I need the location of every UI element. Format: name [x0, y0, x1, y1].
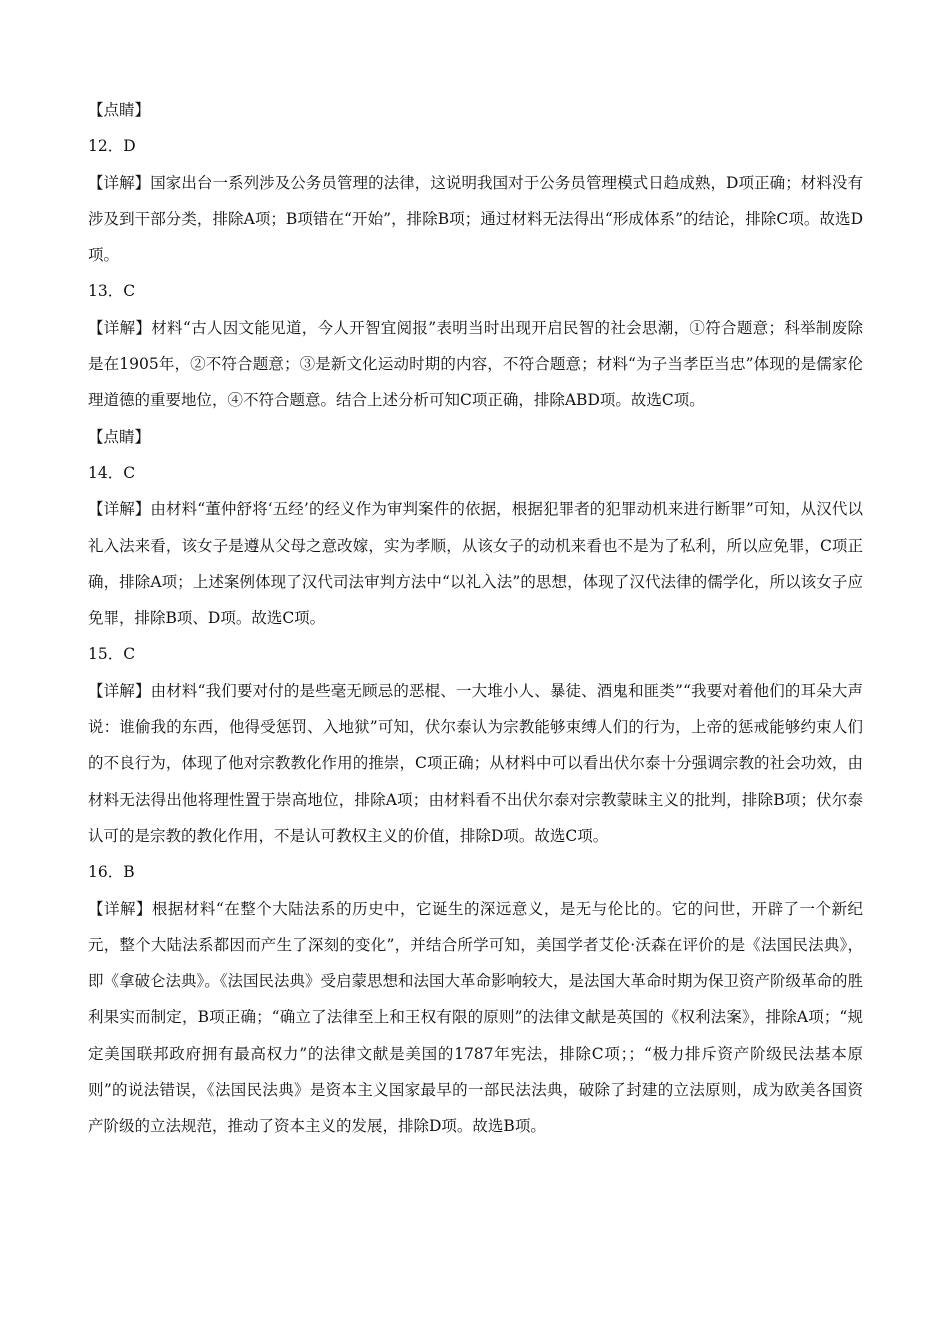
detail-14: [88, 491, 863, 636]
detail-label: 【详解】: [88, 500, 151, 519]
detail-text: 国家出台一系列涉及公务员管理的法律，这说明我国对于公务员管理模式日趋成熟，D项正确；材料没有涉及到干部分类，排除A项；B项错在“开始”，排除B项；通过材料无法得出“形成体系”的结论，排除C项。故选D项。: [88, 173, 863, 265]
detail-13: [88, 310, 863, 419]
detail-text: 由材料“董仲舒将‘五经’的经义作为审判案件的依据，根据犯罪者的犯罪动机来进行断罪”可知，从汉代以礼入法来看，该女子是遵从父母之意改嫁，实为孝顺，从该女子的动机来看也不是为了私利，所以应免罪，C项正确，排除A项；上述案例体现了汉代司法审判方法中“以礼入法”的思想，体现了汉代法律的儒学化，所以该女子应免罪，排除B项、D项。故选C项。: [88, 500, 863, 628]
detail-label: 【详解】: [88, 173, 151, 192]
dianjing-heading: 【点睛】: [88, 101, 151, 119]
detail-label: 【详解】: [88, 681, 151, 700]
detail-label: 【详解】: [88, 899, 152, 918]
answer-14: 14．C: [88, 463, 136, 482]
detail-15: [88, 673, 863, 854]
detail-16: [88, 891, 863, 1145]
dianjing-heading: 【点睛】: [88, 427, 151, 446]
detail-label: 【详解】: [88, 318, 152, 337]
document-page: [88, 92, 863, 1145]
answer-12: 12．D: [88, 137, 136, 156]
answer-15: 15．C: [88, 645, 136, 664]
answer-16: 16．B: [88, 863, 135, 882]
detail-text: 由材料“我们要对付的是些毫无顾忌的恶棍、一大堆小人、暴徒、酒鬼和匪类”“我要对着他们的耳朵大声说：谁偷我的东西，他得受惩罚、入地狱”可知，伏尔泰认为宗教能够束缚人们的行为，上帝的惩戒能够约束人们的不良行为，体现了他对宗教教化作用的推崇，C项正确；从材料中可以看出伏尔泰十分强调宗教的社会功效，由材料无法得出他将理性置于崇高地位，排除A项；由材料看不出伏尔泰对宗教蒙昧主义的批判，排除B项；伏尔泰认可的是宗教的教化作用，不是认可教权主义的价值，排除D项。故选C项。: [88, 681, 863, 845]
answer-13: 13．C: [88, 282, 136, 301]
detail-text: 材料“古人因文能见道，今人开智宜阅报”表明当时出现开启民智的社会思潮，①符合题意；科举制废除是在1905年，②不符合题意；③是新文化运动时期的内容，不符合题意；材料“为子当孝臣当忠”体现的是儒家伦理道德的重要地位，④不符合题意。结合上述分析可知C项正确，排除ABD项。故选C项。: [88, 318, 863, 410]
detail-12: [88, 165, 863, 274]
detail-text: 根据材料“在整个大陆法系的历史中，它诞生的深远意义，是无与伦比的。它的问世，开辟了一个新纪元，整个大陆法系都因而产生了深刻的变化”，并结合所学可知，美国学者艾伦·沃森在评价的是《法国民法典》，即《拿破仑法典》。《法国民法典》受启蒙思想和法国大革命影响较大，是法国大革命时期为保卫资产阶级革命的胜利果实而制定，B项正确；“确立了法律至上和王权有限的原则”的法律文献是英国的《权利法案》，排除A项；“规定美国联邦政府拥有最高权力”的法律文献是美国的1787年宪法，排除C项；；“极力排斥资产阶级民法基本原则”的说法错误，《法国民法典》是资本主义国家最早的一部民法法典，破除了封建的立法原则，成为欧美各国资产阶级的立法规范，推动了资本主义的发展，排除D项。故选B项。: [88, 899, 864, 1136]
